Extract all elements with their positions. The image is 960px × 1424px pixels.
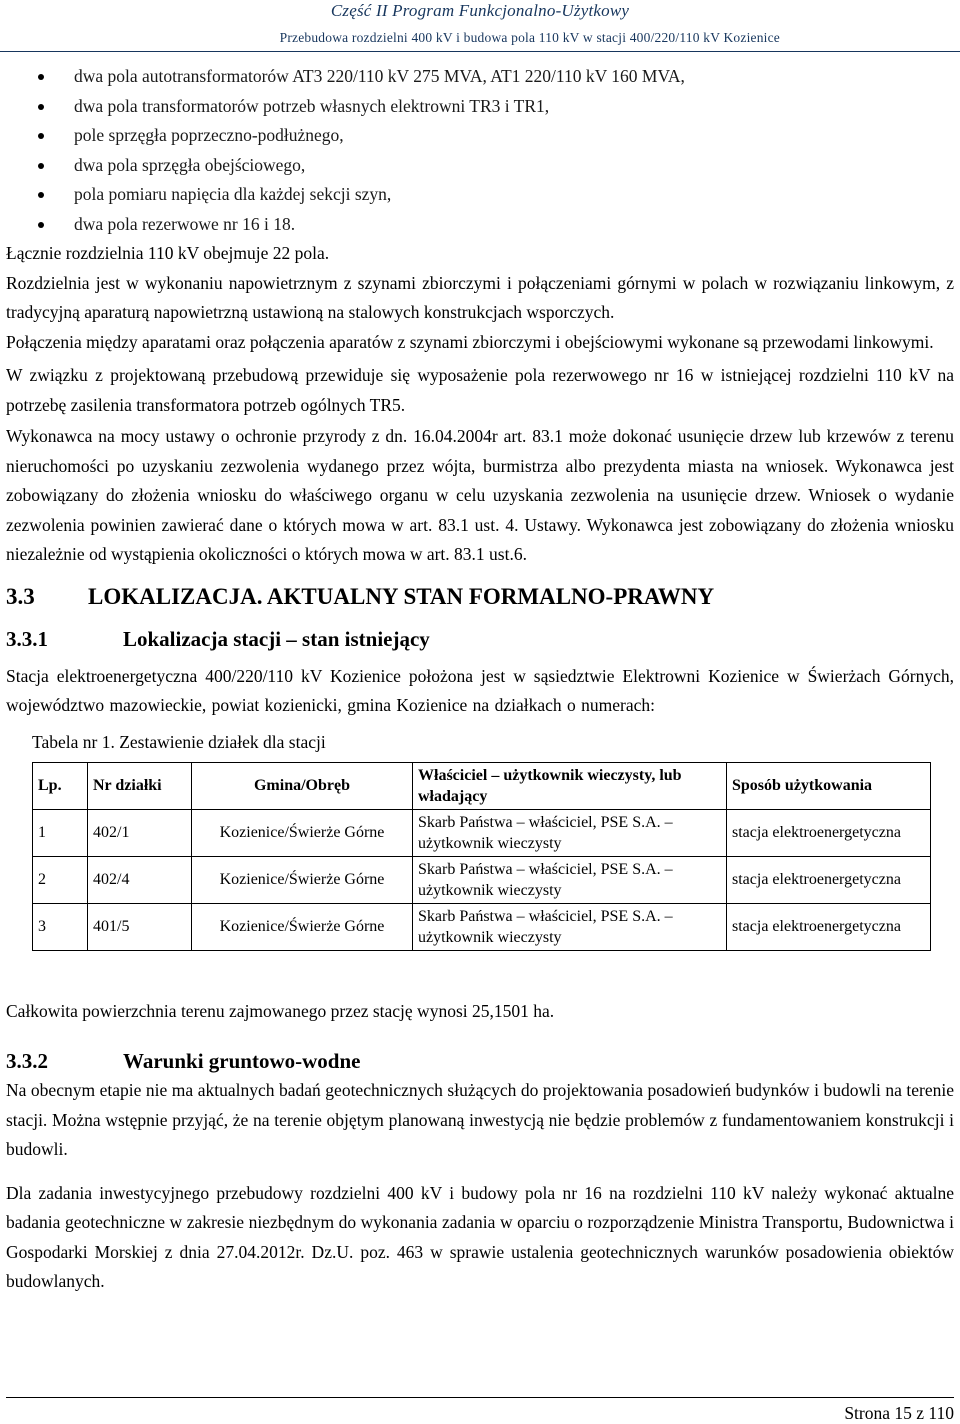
- bullet-icon: [38, 192, 44, 198]
- cell-parcel-number: 402/1: [88, 809, 192, 856]
- paragraph-switchgear-design: Rozdzielnia jest w wykonaniu napowietrznym z szynami zbiorczymi i połączeniami górnymi w polach w rozwiązaniu linkowym, z tradycyjną aparaturą napowietrzną ustawioną na stalowych konstrukcjach wsporczych.: [6, 272, 954, 322]
- cell-owner: Skarb Państwa – właściciel, PSE S.A. – użytkownik wieczysty: [413, 903, 727, 950]
- list-item: [6, 92, 954, 122]
- cell-parcel-number: 402/4: [88, 856, 192, 903]
- section-heading-3-3-2: [6, 1046, 954, 1076]
- section-number: 3.3.2: [6, 1049, 48, 1073]
- table-row: [33, 809, 931, 856]
- header-owner: Właściciel – użytkownik wieczysty, lub władający: [413, 762, 727, 809]
- cell-usage: stacja elektroenergetyczna: [727, 903, 931, 950]
- header-lp: Lp.: [33, 762, 88, 809]
- section-title: LOKALIZACJA. AKTUALNY STAN FORMALNO-PRAWNY: [88, 583, 715, 609]
- list-item-text: pole sprzęgła poprzeczno-podłużnego,: [74, 125, 344, 145]
- list-item-text: dwa pola autotransformatorów AT3 220/110 kV 275 MVA, AT1 220/110 kV 160 MVA,: [74, 66, 685, 86]
- bullet-icon: [38, 133, 44, 139]
- cell-usage: stacja elektroenergetyczna: [727, 809, 931, 856]
- section-number: 3.3: [6, 583, 35, 609]
- header-part-title: Część II Program Funkcjonalno-Użytkowy: [330, 1, 630, 20]
- section-heading-3-3-1: [6, 624, 954, 654]
- table-caption: Tabela nr 1. Zestawienie działek dla stacji: [32, 731, 326, 752]
- table-row: [33, 903, 931, 950]
- bullet-icon: [38, 104, 44, 110]
- section-title: Lokalizacja stacji – stan istniejący: [123, 626, 430, 651]
- cell-lp: 1: [33, 809, 88, 856]
- cell-lp: 3: [33, 903, 88, 950]
- header-municipality: Gmina/Obręb: [192, 762, 413, 809]
- paragraph-total-bays: Łącznie rozdzielnia 110 kV obejmuje 22 pola.: [6, 243, 330, 263]
- paragraph-connections: Połączenia między aparatami oraz połączenia aparatów z szynami zbiorczymi i obejściowymi wykonane są przewodami linkowymi.: [6, 331, 934, 352]
- section-title: Warunki gruntowo-wodne: [123, 1049, 361, 1073]
- cell-usage: stacja elektroenergetyczna: [727, 856, 931, 903]
- paragraph-reserve-bay: W związku z projektowaną przebudową przewiduje się wyposażenie pola rezerwowego nr 16 w istniejącej rozdzielni 110 kV na potrzebę zasilenia transformatora potrzeb ogólnych TR5.: [6, 365, 954, 415]
- list-item: [6, 210, 954, 240]
- cell-owner: Skarb Państwa – właściciel, PSE S.A. – użytkownik wieczysty: [413, 856, 727, 903]
- bullet-icon: [38, 163, 44, 169]
- bullet-icon: [38, 74, 44, 80]
- list-item: [6, 180, 954, 210]
- page-footer: [844, 1403, 954, 1424]
- cell-municipality: Kozienice/Świerże Górne: [192, 809, 413, 856]
- list-item: [6, 151, 954, 181]
- paragraph-total-area: Całkowita powierzchnia terenu zajmowanego przez stację wynosi 25,1501 ha.: [6, 1000, 555, 1021]
- table-row: [33, 856, 931, 903]
- list-item-text: pola pomiaru napięcia dla każdej sekcji szyn,: [74, 184, 392, 204]
- section-heading-3-3: [6, 582, 954, 612]
- cell-parcel-number: 401/5: [88, 903, 192, 950]
- list-item-text: dwa pola sprzęgła obejściowego,: [74, 154, 306, 175]
- list-item: [6, 121, 954, 151]
- header-usage: Sposób użytkowania: [727, 762, 931, 809]
- cell-owner: Skarb Państwa – właściciel, PSE S.A. – użytkownik wieczysty: [413, 809, 727, 856]
- header-rule: [0, 51, 960, 52]
- page-header: [0, 0, 960, 56]
- document-body: [6, 62, 954, 1297]
- paragraph-geotechnical-status: Na obecnym etapie nie ma aktualnych badań geotechnicznych służących do projektowania posadowień budynków i budowli na terenie stacji. Można wstępnie przyjąć, że na terenie objętym planowaną inwestycją nie będzie problemów z fundamentowaniem konstrukcji i budowli.: [6, 1080, 954, 1159]
- list-item-text: dwa pola transformatorów potrzeb własnych elektrowni TR3 i TR1,: [74, 95, 550, 116]
- header-project-title: Przebudowa rozdzielni 400 kV i budowa pola 110 kV w stacji 400/220/110 kV Kozienice: [279, 30, 780, 45]
- section-number: 3.3.1: [6, 626, 48, 651]
- paragraph-station-location: Stacja elektroenergetyczna 400/220/110 kV Kozienice położona jest w sąsiedztwie Elektrowni Kozienice w Świerżach Górnych, województwo mazowieckie, powiat kozienicki, gmina Kozienice na działkach o numerach:: [6, 665, 954, 715]
- cell-municipality: Kozienice/Świerże Górne: [192, 856, 413, 903]
- footer-rule: [6, 1397, 954, 1398]
- paragraph-tree-removal: Wykonawca na mocy ustawy o ochronie przyrody z dn. 16.04.2004r art. 83.1 może dokonać usunięcie drzew lub krzewów z terenu nieruchomości po uzyskaniu zezwolenia wydanego przez wójta, burmistrza albo prezydenta miasta na wniosek. Wykonawca jest zobowiązany do złożenia wniosku do właściwego organu w celu uzyskania zezwolenia na usunięcie drzew. Wniosek o wydanie zezwolenia powinien zawierać dane o których mowa w art. 83.1 ust. 4. Ustawy. Wykonawca jest zobowiązany do złożenia wniosku niezależnie od wystąpienia okoliczności o których mowa w art. 83.1 ust.6.: [6, 426, 954, 564]
- cell-lp: 2: [33, 856, 88, 903]
- paragraph-geotechnical-requirements: Dla zadania inwestycyjnego przebudowy rozdzielni 400 kV i budowy pola nr 16 na rozdzielni 110 kV należy wykonać aktualne badania geotechniczne w zakresie niezbędnym do wykonania zadania w oparciu o rozporządzenie Ministra Transportu, Budownictwa i Gospodarki Morskiej z dnia 27.04.2012r. Dz.U. poz. 463 w sprawie ustalenia geotechnicznych warunków posadowienia obiektów budowlanych.: [6, 1182, 954, 1291]
- list-item: [6, 62, 954, 92]
- table-header-row: [33, 762, 931, 809]
- page-number: Strona 15 z 110: [844, 1403, 954, 1423]
- cell-municipality: Kozienice/Świerże Górne: [192, 903, 413, 950]
- header-parcel-number: Nr działki: [88, 762, 192, 809]
- bay-list: [6, 62, 954, 239]
- bullet-icon: [38, 222, 44, 228]
- parcels-table: [32, 762, 931, 951]
- list-item-text: dwa pola rezerwowe nr 16 i 18.: [74, 213, 296, 234]
